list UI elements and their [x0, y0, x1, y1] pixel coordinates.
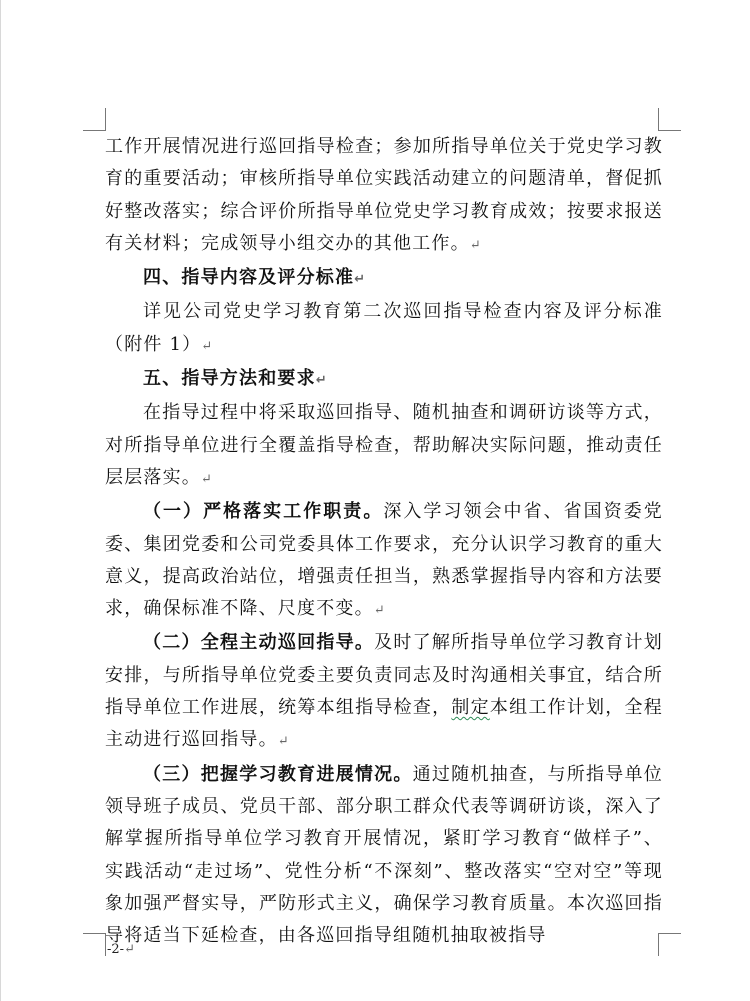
- document-body[interactable]: [105, 131, 663, 952]
- paragraph-mark: ↵: [277, 734, 289, 750]
- paragraph-mark: ↵: [469, 237, 481, 253]
- paragraph-duties-continued: 工作开展情况进行巡回指导检查；参加所指导单位关于党史学习教育的重要活动；审核所指导单位实践活动建立的问题清单，督促抓好整改落实；综合评价所指导单位党史学习教育成效；按要求报送有关材料；完成领导小组交办的其他工作。↵: [105, 136, 663, 254]
- page-number-footer: [107, 942, 135, 957]
- paragraph-mark: ↵: [201, 338, 213, 354]
- heading-section-5: 五、指导方法和要求↵: [143, 368, 327, 390]
- spellcheck-underline: 制定: [451, 697, 490, 719]
- crop-mark-top-left: [83, 108, 106, 131]
- requirement-3-lead: （三）把握学习教育进展情况。: [143, 763, 413, 785]
- crop-mark-top-right: [658, 108, 681, 131]
- heading-section-4: 四、指导内容及评分标准↵: [143, 267, 366, 289]
- paragraph-methods: 在指导过程中将采取巡回指导、随机抽查和调研访谈等方式，对所指导单位进行全覆盖指导检查，帮助解决实际问题，推动责任层层落实。↵: [105, 402, 663, 488]
- page-number: -2-: [107, 942, 125, 957]
- paragraph-mark: ↵: [373, 603, 385, 619]
- crop-mark-bottom-left: [83, 933, 106, 956]
- paragraph-requirement-1: （一）严格落实工作职责。深入学习领会中省、省国资委党委、集团党委和公司党委具体工作要求，充分认识学习教育的重大意义，提高政治站位，增强责任担当，熟悉掌握指导内容和方法要求，确保标准不降、尺度不变。↵: [105, 501, 663, 620]
- paragraph-mark: ↵: [354, 272, 366, 288]
- paragraph-requirement-3: （三）把握学习教育进展情况。通过随机抽查，与所指导单位领导班子成员、党员干部、部分职工群众代表等调研访谈，深入了解掌握所指导单位学习教育开展情况，紧盯学习教育“做样子”、实践活动“走过场”、党性分析“不深刻”、整改落实“空对空”等现象加强严督实导，严防形式主义，确保学习教育质量。本次巡回指导将适当下延检查，由各巡回指导组随机抽取被指导: [105, 763, 663, 947]
- paragraph-criteria: 详见公司党史学习教育第二次巡回指导检查内容及评分标准（附件 1）↵: [105, 301, 663, 355]
- paragraph-mark: ↵: [315, 373, 327, 389]
- paragraph-mark: ↵: [201, 471, 212, 487]
- requirement-1-lead: （一）严格落实工作职责。: [143, 501, 384, 523]
- requirement-2-lead: （二）全程主动巡回指导。: [143, 632, 375, 654]
- paragraph-mark: ↵: [124, 942, 135, 957]
- paragraph-requirement-2: （二）全程主动巡回指导。及时了解所指导单位学习教育计划安排，与所指导单位党委主要负责同志及时沟通相关事宜，结合所指导单位工作进展，统筹本组指导检查，制定本组工作计划，全程主动进行巡回指导。↵: [105, 632, 663, 751]
